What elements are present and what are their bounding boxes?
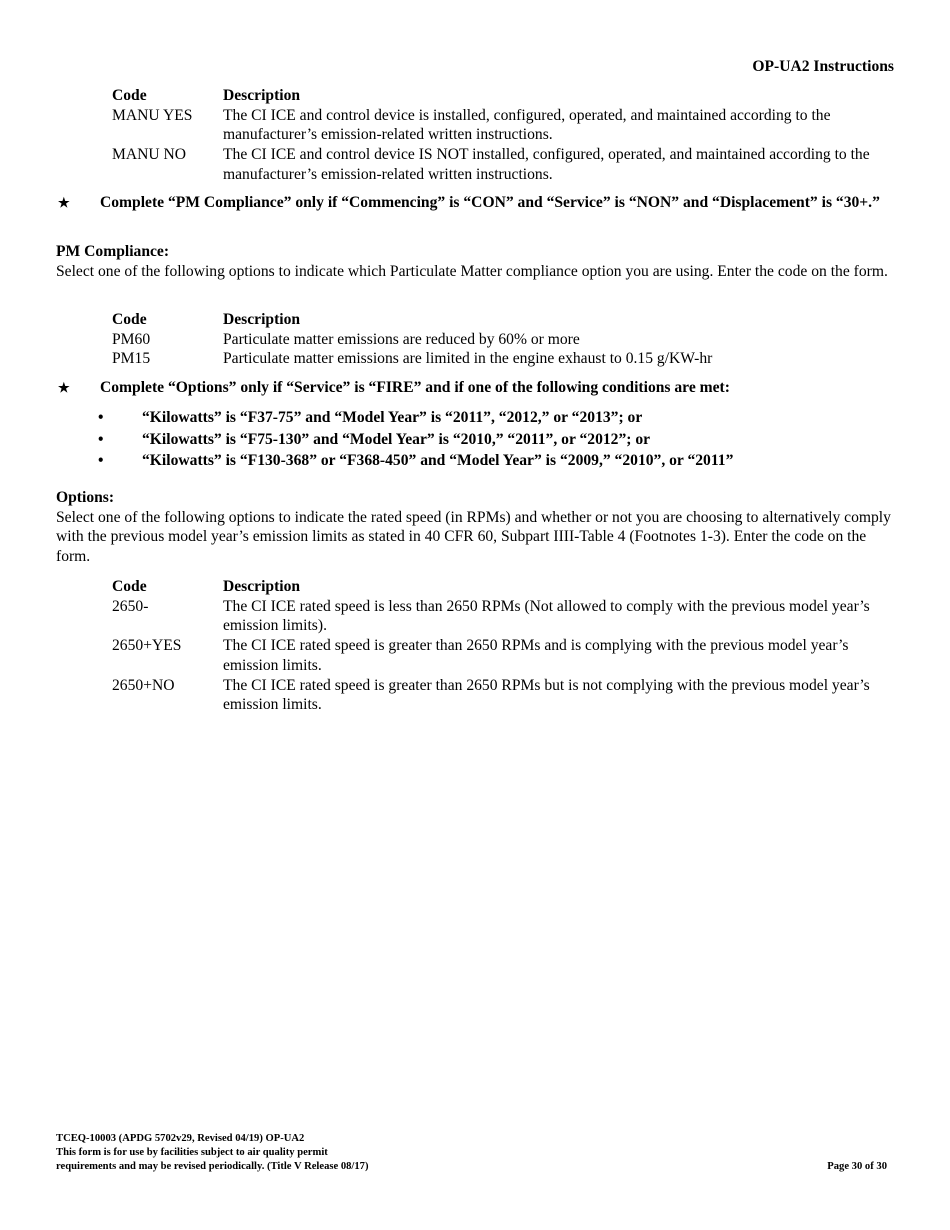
- note-text: Complete “PM Compliance” only if “Commencing” is “CON” and “Service” is “NON” and “Displacement” is “30+.”: [100, 194, 880, 211]
- bullet-icon: •: [98, 430, 104, 448]
- table-row: [112, 636, 894, 675]
- description-cell: The CI ICE and control device is installed, configured, operated, and maintained according to the manufacturer’s emission-related written instructions.: [223, 106, 831, 144]
- description-cell: The CI ICE rated speed is less than 2650 RPMs (Not allowed to comply with the previous model year’s emission limits).: [223, 597, 870, 635]
- section-heading: Options:: [56, 489, 115, 506]
- table-row: [112, 145, 894, 184]
- bullet-icon: •: [98, 409, 104, 426]
- conditions-list: [56, 408, 894, 473]
- code-column-header: Code: [112, 87, 147, 104]
- options-code-table: [112, 577, 894, 715]
- pm-code-table: [112, 310, 894, 369]
- table-row: [112, 349, 894, 369]
- note-text: Complete “Options” only if “Service” is “FIRE” and if one of the following conditions are met:: [100, 379, 730, 396]
- footer-line: TCEQ-10003 (APDG 5702v29, Revised 04/19) OP-UA2: [56, 1133, 305, 1144]
- pm-compliance-note: [56, 193, 894, 213]
- manu-code-table: [112, 86, 894, 185]
- code-cell: 2650+NO: [112, 676, 175, 694]
- code-cell: 2650+YES: [112, 637, 182, 655]
- star-icon: ★: [58, 380, 70, 395]
- description-column-header: Description: [223, 87, 301, 104]
- description-cell: Particulate matter emissions are limited in the engine exhaust to 0.15 g/KW-hr: [223, 350, 713, 368]
- footer-form-info: [56, 1132, 369, 1174]
- code-cell: MANU NO: [112, 146, 187, 164]
- description-cell: The CI ICE rated speed is greater than 2650 RPMs but is not complying with the previous model year’s emission limits.: [223, 676, 870, 714]
- footer-line: This form is for use by facilities subject to air quality permit: [56, 1147, 328, 1158]
- section-heading: PM Compliance:: [56, 243, 170, 260]
- list-item: [56, 451, 894, 473]
- description-column-header: Description: [223, 578, 301, 595]
- table-row: [112, 597, 894, 636]
- code-column-header: Code: [112, 311, 147, 328]
- pm-compliance-section: [56, 242, 894, 281]
- page-number: Page 30 of 30: [827, 1161, 887, 1172]
- list-item: [56, 430, 894, 452]
- list-item-text: “Kilowatts” is “F75-130” and “Model Year” is “2010,” “2011”, or “2012”; or: [142, 430, 651, 448]
- table-row: [112, 106, 894, 145]
- code-cell: 2650-: [112, 597, 149, 615]
- table-header-row: [112, 310, 894, 330]
- footer-line: requirements and may be revised periodically. (Title V Release 08/17): [56, 1161, 369, 1172]
- code-column-header: Code: [112, 578, 147, 595]
- code-cell: MANU YES: [112, 106, 193, 124]
- list-item-text: “Kilowatts” is “F130-368” or “F368-450” and “Model Year” is “2009,” “2010”, or “2011”: [142, 452, 734, 469]
- bullet-icon: •: [98, 452, 104, 469]
- description-column-header: Description: [223, 311, 301, 328]
- table-row: [112, 330, 894, 350]
- star-icon: ★: [58, 195, 70, 210]
- list-item-text: “Kilowatts” is “F37-75” and “Model Year” is “2011”, “2012,” or “2013”; or: [142, 409, 643, 426]
- description-cell: The CI ICE rated speed is greater than 2650 RPMs and is complying with the previous model year’s emission limits.: [223, 637, 849, 674]
- options-section: [56, 488, 894, 567]
- description-cell: The CI ICE and control device IS NOT installed, configured, operated, and maintained according to the manufacturer’s emission-related written instructions.: [223, 146, 870, 183]
- code-cell: PM60: [112, 330, 151, 348]
- table-header-row: [112, 577, 894, 597]
- options-note: [56, 378, 894, 398]
- table-row: [112, 676, 894, 715]
- list-item: [56, 408, 894, 430]
- section-intro: Select one of the following options to indicate the rated speed (in RPMs) and whether or not you are choosing to alternatively comply with the previous model year’s emission limits as stated in 40 CFR 60, Subpart IIII-Table 4 (Footnotes 1-3). Enter the code on the form.: [56, 508, 891, 566]
- table-header-row: [112, 86, 894, 106]
- page-header-title: OP-UA2 Instructions: [752, 58, 894, 75]
- section-intro: Select one of the following options to indicate which Particulate Matter compliance option you are using. Enter the code on the form.: [56, 262, 888, 280]
- code-cell: PM15: [112, 350, 151, 368]
- description-cell: Particulate matter emissions are reduced by 60% or more: [223, 330, 580, 348]
